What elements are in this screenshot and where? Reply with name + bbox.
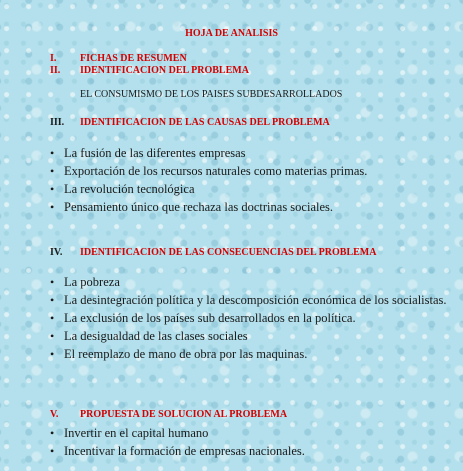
section-title: IDENTIFICACION DEL PROBLEMA — [80, 65, 249, 76]
list-item: • La fusión de las diferentes empresas — [50, 146, 246, 160]
section-4-heading — [50, 247, 376, 258]
bullet-icon: • — [50, 200, 55, 214]
consequences-list — [50, 273, 450, 363]
list-item: • Exportación de los recursos naturales como materias primas. — [50, 164, 368, 178]
problem-statement: EL CONSUMISMO DE LOS PAISES SUBDESARROLLADOS — [80, 89, 343, 100]
section-title: FICHAS DE RESUMEN — [80, 53, 187, 64]
section-5-heading — [50, 409, 287, 420]
section-1-heading — [50, 53, 187, 64]
list-item: • La desintegración política y la descomposición económica de los socialistas. — [50, 293, 447, 307]
solutions-list — [50, 424, 450, 460]
list-item: • La desigualdad de las clases sociales — [50, 329, 248, 343]
list-item: • Incentivar la formación de empresas nacionales. — [50, 444, 305, 458]
section-2-heading — [50, 65, 249, 76]
list-item: • La exclusión de los países sub desarrollados en la política. — [50, 311, 356, 325]
list-item: • La pobreza — [50, 275, 120, 289]
list-item: • Invertir en el capital humano — [50, 426, 209, 440]
bullet-icon: • — [50, 293, 55, 307]
bullet-icon: • — [50, 164, 55, 178]
list-item: • El reemplazo de mano de obra por las maquinas. — [50, 347, 308, 361]
bullet-icon: • — [50, 444, 55, 458]
bullet-icon: • — [50, 182, 55, 196]
section-number: V. — [50, 409, 59, 420]
section-3-heading — [50, 117, 330, 128]
section-number: II. — [50, 65, 61, 76]
section-number: III. — [50, 117, 65, 128]
section-title: IDENTIFICACION DE LAS CONSECUENCIAS DEL PROBLEMA — [80, 247, 377, 258]
list-item: • La revolución tecnológica — [50, 182, 195, 196]
section-number: IV. — [50, 247, 63, 258]
bullet-icon: • — [50, 275, 55, 289]
section-title: IDENTIFICACION DE LAS CAUSAS DEL PROBLEMA — [80, 117, 330, 128]
causes-list — [50, 144, 450, 216]
document-title: HOJA DE ANALISIS — [185, 28, 278, 39]
bullet-icon: • — [50, 146, 55, 160]
bullet-icon: • — [50, 329, 55, 343]
bullet-icon: • — [50, 311, 55, 325]
list-item: • Pensamiento único que rechaza las doctrinas sociales. — [50, 200, 334, 214]
bullet-icon: • — [50, 347, 55, 361]
section-number: I. — [50, 53, 57, 64]
section-title: PROPUESTA DE SOLUCION AL PROBLEMA — [80, 409, 288, 420]
bullet-icon: • — [50, 426, 55, 440]
